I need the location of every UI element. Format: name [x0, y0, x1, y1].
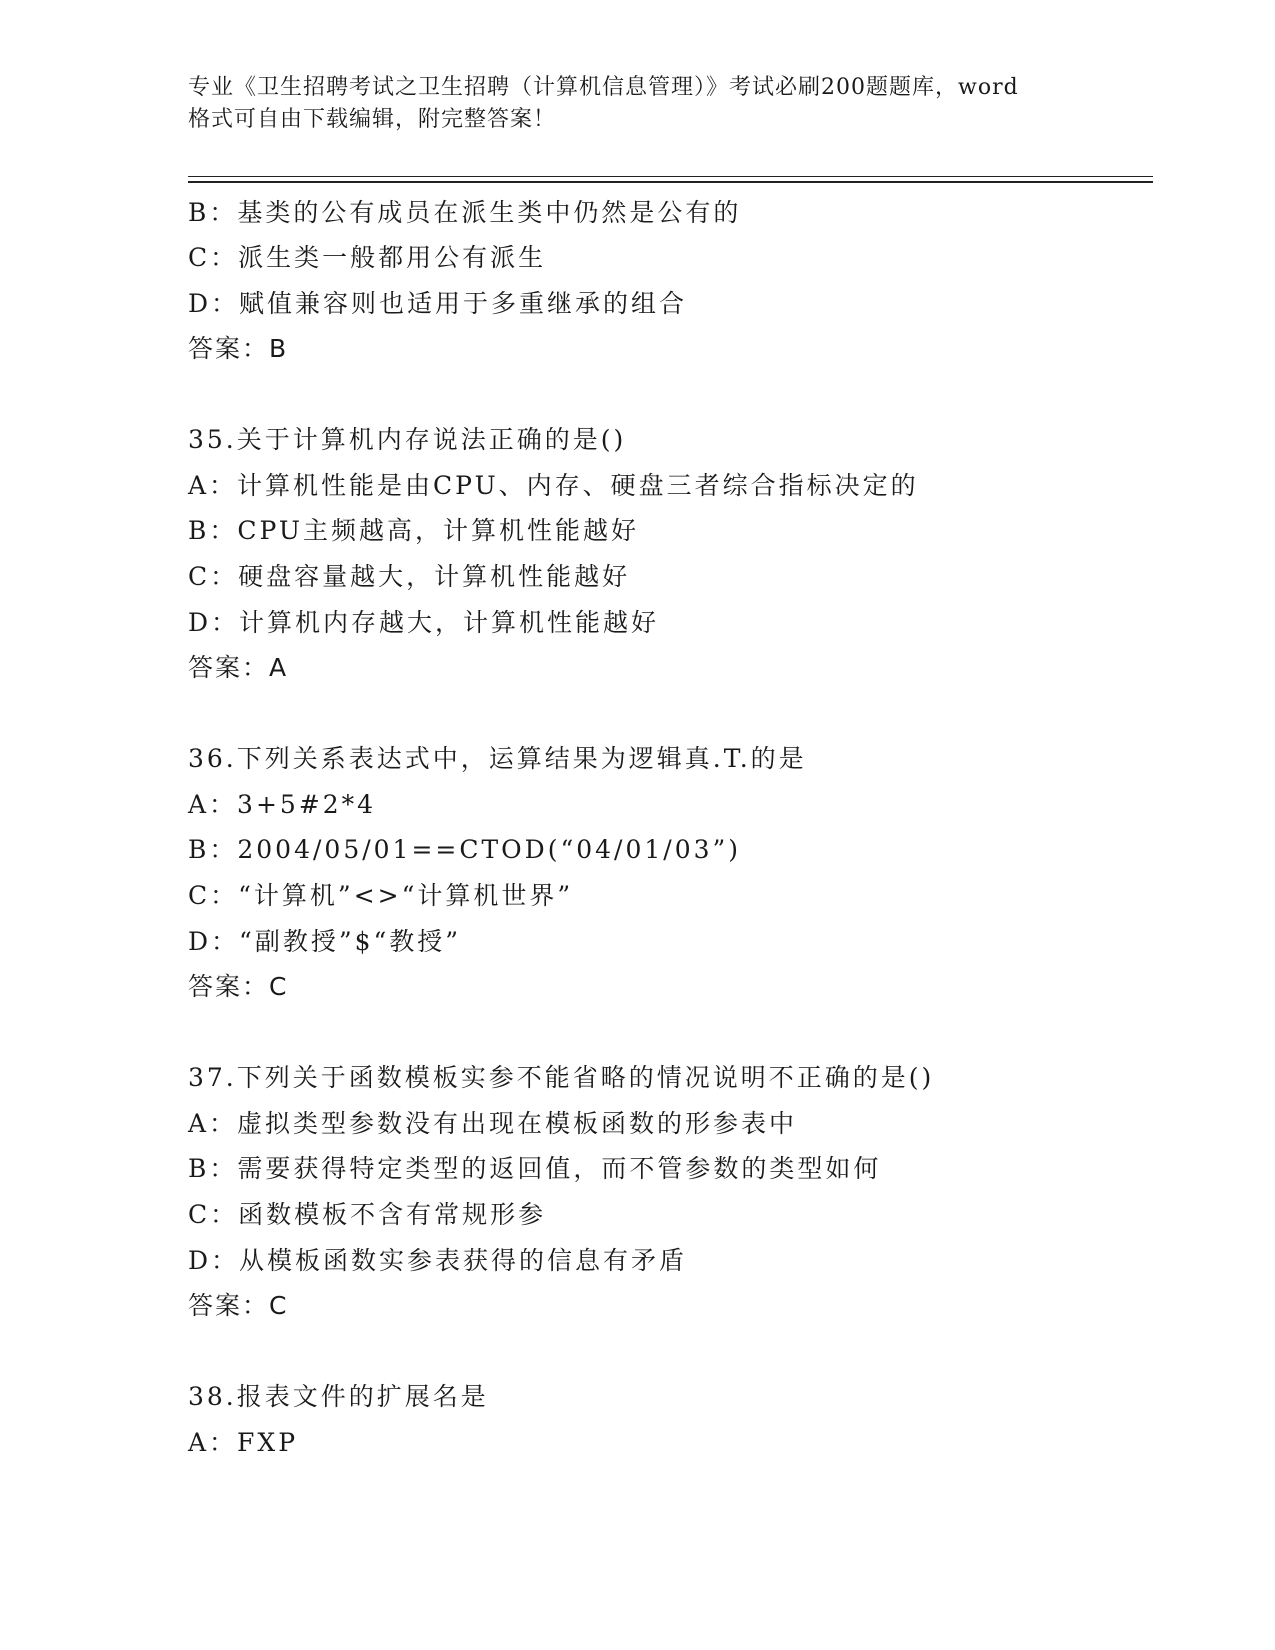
q36-answer: 答案：C	[188, 972, 289, 1001]
q35-option-c: C：硬盘容量越大，计算机性能越好	[188, 562, 631, 591]
q35-option-d: D：计算机内存越大，计算机性能越好	[188, 608, 660, 637]
q38-option-a: A：FXP	[188, 1428, 299, 1457]
q35-answer: 答案：A	[188, 653, 289, 682]
q37-option-b: B：需要获得特定类型的返回值，而不管参数的类型如何	[188, 1154, 882, 1183]
q34-option-c: C：派生类一般都用公有派生	[188, 243, 547, 272]
q37-answer: 答案：C	[188, 1291, 289, 1320]
q36-option-b: B：2004/05/01==CTOD(“04/01/03”)	[188, 835, 742, 864]
q36-option-a: A：3+5#2*4	[188, 790, 377, 819]
q35-option-b: B：CPU主频越高，计算机性能越好	[188, 516, 639, 545]
q35-stem: 35.关于计算机内存说法正确的是()	[188, 425, 627, 454]
q34-answer: 答案：B	[188, 334, 289, 363]
document-header	[188, 72, 1088, 136]
q36-option-c: C：“计算机”<>“计算机世界”	[188, 881, 574, 910]
header-line-2: 格式可自由下载编辑，附完整答案！	[188, 107, 557, 132]
q37-stem: 37.下列关于函数模板实参不能省略的情况说明不正确的是()	[188, 1063, 935, 1092]
q34-option-d: D：赋值兼容则也适用于多重继承的组合	[188, 289, 688, 318]
q38-stem: 38.报表文件的扩展名是	[188, 1382, 489, 1411]
header-divider-thick	[188, 181, 1153, 183]
q37-option-a: A：虚拟类型参数没有出现在模板函数的形参表中	[188, 1109, 798, 1138]
q36-option-d: D：“副教授”$“教授”	[188, 927, 462, 956]
q35-option-a: A：计算机性能是由CPU、内存、硬盘三者综合指标决定的	[188, 471, 919, 500]
q37-option-d: D：从模板函数实参表获得的信息有矛盾	[188, 1246, 688, 1275]
q34-option-b: B：基类的公有成员在派生类中仍然是公有的	[188, 198, 742, 227]
q36-stem: 36.下列关系表达式中，运算结果为逻辑真.T.的是	[188, 744, 807, 773]
header-divider-thin	[188, 176, 1153, 177]
q37-option-c: C：函数模板不含有常规形参	[188, 1200, 547, 1229]
header-line-1: 专业《卫生招聘考试之卫生招聘（计算机信息管理）》考试必刷200题题库，word	[188, 75, 1019, 100]
